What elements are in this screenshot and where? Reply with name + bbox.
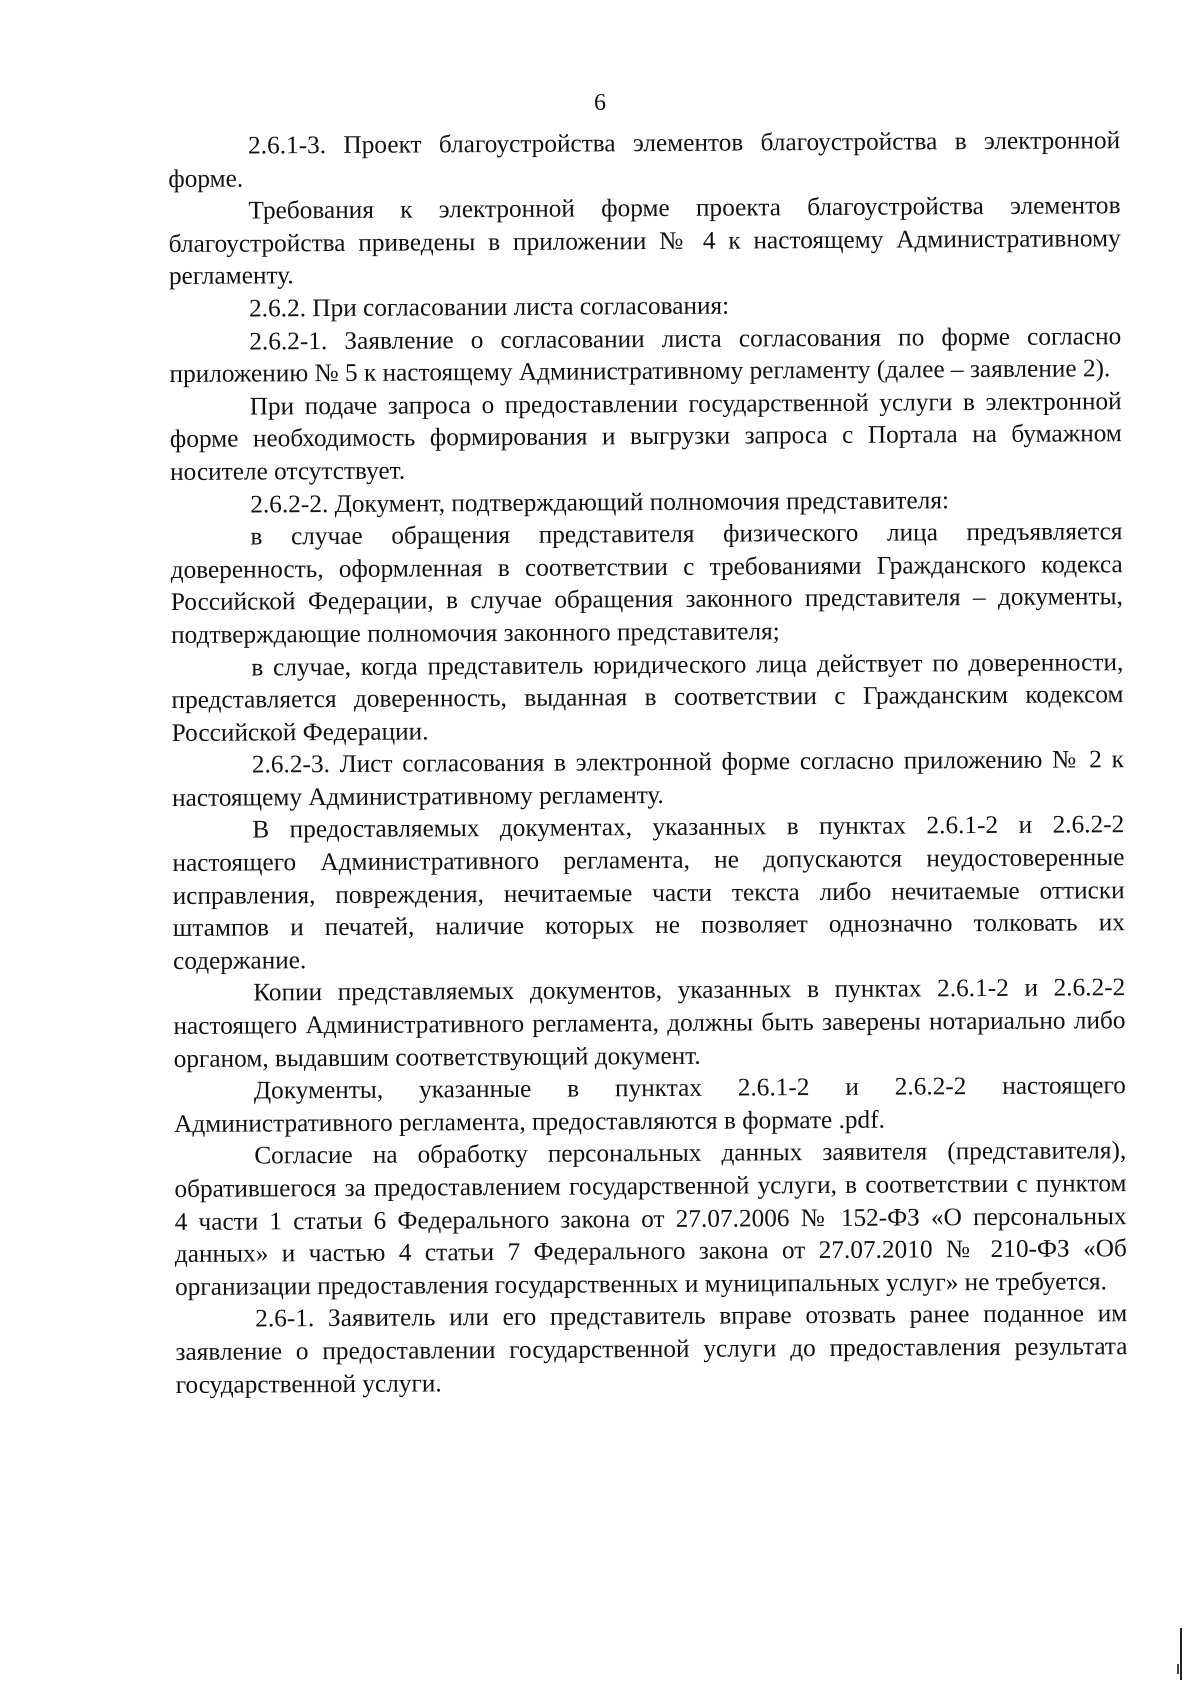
paragraph-document-copies: Копии представляемых документов, указанных в пунктах 2.6.1-2 и 2.6.2-2 настоящего Административного регламента, должны быть заверены нотариально либо органом, выдавшим соответствующий документ. [173,973,1126,1073]
paragraph-2-6-2: 2.6.2. При согласовании листа согласования: [249,291,730,323]
paragraph-individual-representative: в случае обращения представителя физического лица предъявляется доверенность, оформленная в соответствии с требованиями Гражданского кодекса Российской Федерации, в случае обращения законного представителя – документы, подтверждающие полномочия законного представителя; [170,517,1123,649]
paragraph-pdf-format: Документы, указанные в пунктах 2.6.1-2 и 2.6.2-2 настоящего Административного регламента, предоставляются в формате .pdf. [173,1071,1126,1138]
paragraph-2-6-2-2: 2.6.2-2. Документ, подтверждающий полномочия представителя: [250,485,950,519]
paragraph-2-6-1-withdrawal: 2.6-1. Заявитель или его представитель вправе отозвать ранее поданное им заявление о предоставлении государственной услуги до предоставления результата государственной услуги. [175,1299,1128,1399]
paragraph-2-6-1-3: 2.6.1-3. Проект благоустройства элементов благоустройства в электронной форме. [168,126,1121,193]
paragraph-electronic-form-requirements: Требования к электронной форме проекта благоустройства элементов благоустройства приведены в приложении № 4 к настоящему Административному регламенту. [168,191,1121,291]
scan-edge-mark [1180,1628,1182,1680]
paragraph-electronic-request: При подаче запроса о предоставлении государственной услуги в электронной форме необходимость формирования и выгрузки запроса с Портала на бумажном носителе отсутствует. [169,386,1122,486]
paragraph-legal-entity-representative: в случае, когда представитель юридического лица действует по доверенности, представляется доверенность, выданная в соответствии с Гражданским кодексом Российской Федерации. [171,647,1124,747]
page-number: 6 [594,90,606,116]
paragraph-personal-data-consent: Согласие на обработку персональных данных заявителя (представителя), обратившегося за предоставлением государственной услуги, в соответствии с пунктом 4 части 1 статьи 6 Федерального закона от 27.07.2006 № 152-ФЗ «О персональных данных» и частью 4 статьи 7 Федерального закона от 27.07.2010 № 210-ФЗ «Об организации предоставления государственных и муниципальных услуг» не требуется. [174,1136,1127,1301]
document-body [168,124,1128,1401]
paragraph-2-6-2-3: 2.6.2-3. Лист согласования в электронной форме согласно приложению № 2 к настоящему Административному регламенту. [171,745,1124,812]
paragraph-2-6-2-1: 2.6.2-1. Заявление о согласовании листа согласования по форме согласно приложению № 5 к настоящему Административному регламенту (далее – заявление 2). [169,321,1122,389]
paragraph-document-corrections: В предоставляемых документах, указанных в пунктах 2.6.1-2 и 2.6.2-2 настоящего Административного регламента, не допускаются неудостоверенные исправления, повреждения, нечитаемые части текста либо нечитаемые оттиски штампов и печатей, наличие которых не позволяет однозначно толковать их содержание. [172,810,1125,975]
